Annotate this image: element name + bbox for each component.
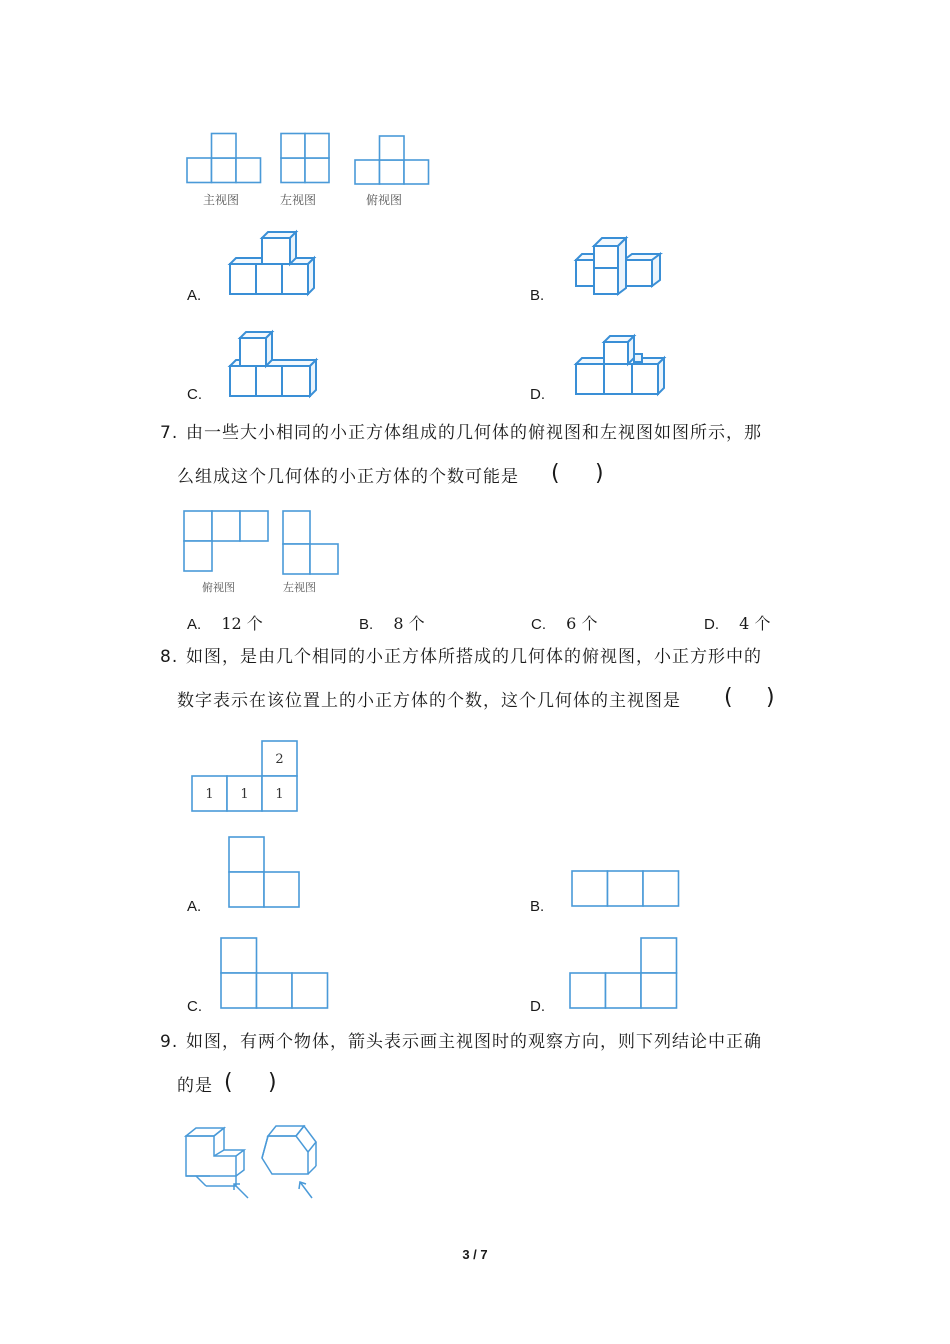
- q6-option-b-figure: [570, 232, 670, 302]
- q6-label-left: 左视图: [280, 193, 317, 207]
- q9-objects-figure: [180, 1118, 340, 1203]
- q8-option-d-figure: [567, 935, 682, 1013]
- q8-option-c-figure: [218, 935, 333, 1013]
- q9-stem-line1: 如图，有两个物体，箭头表示画主视图时的观察方向，则下列结论中正确: [186, 1032, 762, 1052]
- q7-views: [180, 508, 350, 576]
- q9-answer-paren-close: ): [268, 1070, 277, 1095]
- q8-grid-number: 1: [275, 787, 284, 802]
- q7-option-b-letter: B.: [359, 616, 374, 633]
- q8-answer-paren-open: (: [724, 685, 733, 710]
- q8-stem-line1: 如图，是由几个相同的小正方体所搭成的几何体的俯视图，小正方形中的: [186, 647, 762, 667]
- q9-answer-paren-open: (: [224, 1070, 233, 1095]
- q7-option-c-text: 6 个: [566, 614, 598, 633]
- q7-label-top: 俯视图: [202, 581, 235, 594]
- q7-option-a-letter: A.: [187, 616, 202, 633]
- q6-option-c-label[interactable]: C.: [187, 386, 202, 403]
- q7-answer-paren-open: (: [551, 461, 560, 486]
- q9-stem-line2: 的是: [177, 1076, 213, 1096]
- q7-answer-paren-close: ): [595, 461, 604, 486]
- q7-label-left: 左视图: [283, 581, 316, 594]
- q7-option-c-letter: C.: [531, 616, 546, 633]
- q8-number: 8.: [160, 647, 179, 667]
- q7-option-d-letter: D.: [704, 616, 719, 633]
- q7-stem-line2: 么组成这个几何体的小正方体的个数可能是: [177, 467, 519, 487]
- q7-option-c[interactable]: [531, 611, 597, 634]
- q8-answer-paren-close: ): [766, 685, 775, 710]
- q8-option-b-label[interactable]: B.: [530, 898, 545, 915]
- q9-view-arrow-left: [234, 1184, 248, 1198]
- q7-stem-line1: 由一些大小相同的小正方体组成的几何体的俯视图和左视图如图所示，那: [186, 423, 762, 443]
- q9-number: 9.: [160, 1032, 179, 1052]
- q7-option-a[interactable]: [187, 611, 263, 634]
- q8-answer-blank[interactable]: [739, 688, 765, 714]
- q8-option-c-label[interactable]: C.: [187, 998, 202, 1015]
- q8-grid-number: 2: [275, 752, 284, 767]
- q6-three-views: [180, 128, 440, 188]
- q8-option-a-label[interactable]: A.: [187, 898, 202, 915]
- q6-option-d-figure: [572, 334, 672, 400]
- q7-answer-blank[interactable]: [566, 464, 592, 490]
- q8-grid-number: 1: [240, 787, 249, 802]
- q7-option-d[interactable]: [704, 611, 770, 634]
- q6-option-b-label[interactable]: B.: [530, 287, 545, 304]
- q9-object-left: [186, 1128, 244, 1186]
- q8-option-b-figure: [569, 868, 684, 910]
- q6-label-top: 俯视图: [366, 193, 403, 207]
- q8-option-d-label[interactable]: D.: [530, 998, 545, 1015]
- page-number: 3 / 7: [462, 1247, 488, 1262]
- q9-answer-blank[interactable]: [239, 1073, 265, 1099]
- q6-option-d-label[interactable]: D.: [530, 386, 545, 403]
- q8-option-a-figure: [226, 834, 306, 914]
- q7-number: 7.: [160, 423, 179, 443]
- q6-option-a-figure: [226, 228, 326, 298]
- q7-option-a-text: 12 个: [221, 614, 263, 633]
- q6-option-a-label[interactable]: A.: [187, 287, 202, 304]
- q7-option-d-text: 4 个: [739, 614, 771, 633]
- q7-option-b[interactable]: [359, 611, 425, 634]
- q6-option-c-figure: [226, 328, 326, 400]
- q9-object-right: [262, 1126, 316, 1174]
- q8-stem-line2: 数字表示在该位置上的小正方体的个数，这个几何体的主视图是: [177, 691, 681, 711]
- q9-view-arrow-right: [299, 1182, 312, 1198]
- q6-label-main: 主视图: [203, 193, 240, 207]
- q8-top-view-grid: [190, 738, 305, 814]
- q7-option-b-text: 8 个: [393, 614, 425, 633]
- q8-grid-number: 1: [205, 787, 214, 802]
